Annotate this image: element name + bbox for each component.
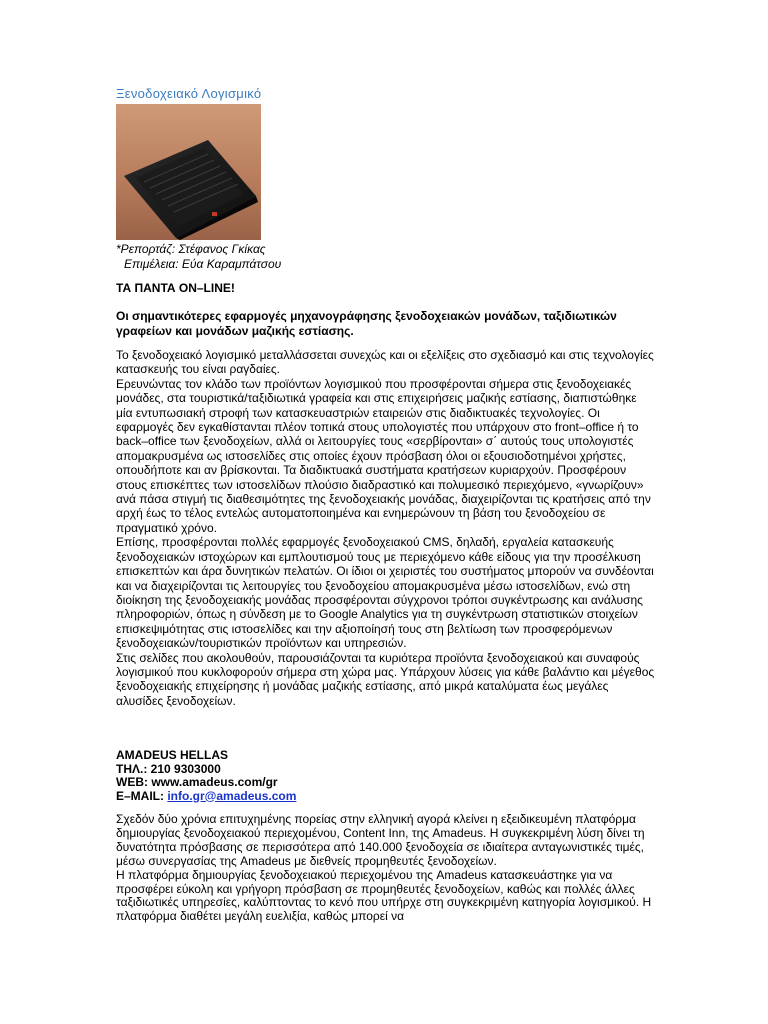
body-paragraph: Το ξενοδοχειακό λογισμικό μεταλλάσσεται συνεχώς και οι εξελίξεις στο σχεδιασμό και στις τεχνολογίες κατασκευής του είναι ραγδαίες. — [116, 348, 654, 377]
vendor-paragraph: Η πλατφόρμα δημιουργίας ξενοδοχειακού περιεχομένου της Amadeus κατασκευάστηκε για να προσφέρει εύκολη και γρήγορη πρόσβαση σε προμηθευτές ξενοδοχείων, καθώς και πολλές άλλες ταξιδιωτικές υπηρεσίες, καλύπτοντας το κενό που υπήρχε στη συγκεκριμένη κατηγορία λογισμικού. Η πλατφόρμα διαθέτει μεγάλη ευελιξία, καθώς μπορεί να — [116, 867, 652, 924]
vendor-description — [116, 813, 656, 924]
laptop-illustration — [116, 104, 261, 240]
vendor-paragraph: Σχεδόν δύο χρόνια επιτυχημένης πορείας στην ελληνική αγορά κλείνει η εξειδικευμένη πλατφόρμα δημιουργίας ξενοδοχειακού περιεχομένου, Content Inn, της Amadeus. Η συγκεκριμένη λύση δίνει τη δυνατότητα πρόσβασης σε περισσότερα από 140.000 ξενοδοχεία σε ιδιαίτερα ανταγωνιστικές τιμές, μέσω συνεργασίας της Amadeus με διεθνείς προμηθευτές ξενοδοχείων. — [116, 812, 645, 868]
vendor-web: WEB: www.amadeus.com/gr — [116, 775, 278, 789]
section-subheading: Οι σημαντικότερες εφαρμογές μηχανογράφησης ξενοδοχειακών μονάδων, ταξιδιωτικών γραφείων και μονάδων μαζικής εστίασης. — [116, 309, 617, 338]
vendor-email-row — [116, 790, 296, 804]
body-paragraph: Στις σελίδες που ακολουθούν, παρουσιάζονται τα κυριότερα προϊόντα ξενοδοχειακού και συναφούς λογισμικού που κυκλοφορούν σήμερα στη χώρα μας. Υπάρχουν λύσεις για κάθε βαλάντιο και μέγεθος ξενοδοχειακής επιχείρησης ή μονάδας μαζικής εστίασης, από μικρά καταλύματα έως μεγάλες αλυσίδες ξενοδοχείων. — [116, 650, 655, 708]
article-title: Ξενοδοχειακό Λογισμικό — [116, 86, 262, 101]
article-body — [116, 348, 656, 708]
vendor-contact-block — [116, 749, 296, 803]
reporter-credit: *Ρεπορτάζ: Στέφανος Γκίκας — [116, 242, 266, 256]
vendor-name: AMADEUS HELLAS — [116, 748, 229, 762]
vendor-email-label: E–MAIL: — [116, 788, 168, 803]
section-heading: ΤΑ ΠΑΝΤΑ ON–LINE! — [116, 281, 235, 295]
article-photo-laptop — [116, 104, 261, 240]
vendor-phone: ΤΗΛ.: 210 9303000 — [116, 761, 221, 776]
credits — [116, 242, 281, 272]
body-paragraph: Ερευνώντας τον κλάδο των προϊόντων λογισμικού που προσφέρονται σήμερα στις ξενοδοχειακές μονάδες, στα τουριστικά/ταξιδιωτικά γραφεία και στις επιχειρήσεις μαζικής εστίασης, διαπιστώθηκε μία εντυπωσιακή στροφή των κατασκευαστριών εταιρειών στις διαδικτυακές τεχνολογίες. Οι εφαρμογές δεν εγκαθίστανται πλέον τοπικά στους υπολογιστές που υπάρχουν στο front–office ή το back–office των ξενοδοχείων, αλλά οι λειτουργίες τους «σερβίρονται» σ΄ αυτούς τους υπολογιστές απομακρυσμένα ως ιστοσελίδες στις οποίες έχουν πρόσβαση όλοι οι εξουσιοδοτημένοι χρήστες, οπουδήποτε και αν βρίσκονται. Τα διαδικτυακά συστήματα κρατήσεων κυριαρχούν. Προσφέρουν στους επισκέπτες των ιστοσελίδων πλούσιο διαδραστικό και πολυμεσικό περιεχόμενο, «γνωρίζουν» ανά πάσα στιγμή τις διαθεσιμότητες της ξενοδοχειακής μονάδας, διαχειρίζονται τις κρατήσεις από την αρχή έως το τέλος εντελώς αυτοματοποιημένα και ενημερώνουν τη βάση του ξενοδοχείου σε πραγματικό χρόνο. — [116, 376, 651, 535]
body-paragraph: Επίσης, προσφέρονται πολλές εφαρμογές ξενοδοχειακού CMS, δηλαδή, εργαλεία κατασκευής ξενοδοχειακών ιστοχώρων και εμπλουτισμού τους με περιεχόμενο κάθε είδους για την προσέλκυση επισκεπτών και άρα δυνητικών πελατών. Οι ίδιοι οι χειριστές του συστήματος μπορούν να συνδέονται και να διαχειρίζονται τις λειτουργίες του ξενοδοχείου απομακρυσμένα μέσω ιστοσελίδων, ενώ στη διοίκηση της ξενοδοχειακής μονάδας προσφέρονται σύγχρονοι τρόποι συγκέντρωσης και ανάλυσης πληροφοριών, όπως η σύνδεση με το Google Analytics για τη συγκέντρωση στατιστικών στοιχείων επισκεψιμότητας στις ιστοσελίδες και την αξιοποίησή τους στη βελτίωση των προσφερόμενων ξενοδοχειακών/τουριστικών προϊόντων και υπηρεσιών. — [116, 535, 654, 651]
editor-credit: Επιμέλεια: Εύα Καραμπάτσου — [124, 257, 282, 271]
vendor-email-link[interactable]: info.gr@amadeus.com — [167, 788, 297, 803]
